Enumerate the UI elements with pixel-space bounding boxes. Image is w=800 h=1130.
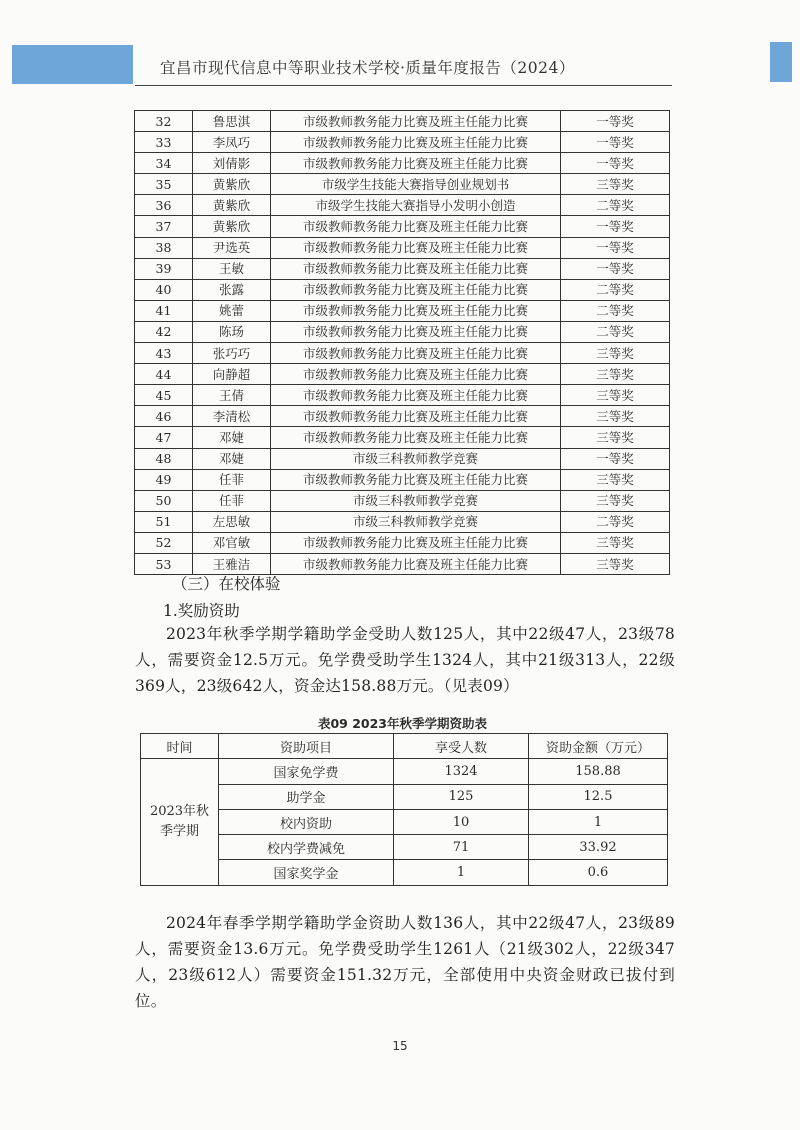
award-table-row [135,490,670,511]
award-table-row [135,448,670,469]
award-competition-cell: 市级教师教务能力比赛及班主任能力比赛 [271,216,561,237]
aid-header-cell: 时间 [141,734,219,759]
aid-item-cell: 国家免学费 [219,759,394,784]
award-index-cell: 41 [135,300,193,321]
award-competition-cell: 市级教师教务能力比赛及班主任能力比赛 [271,279,561,300]
award-competition-cell: 市级三科教师教学竞赛 [271,511,561,532]
award-level-cell: 三等奖 [561,490,670,511]
award-table-row [135,406,670,427]
aid-item-cell: 国家奖学金 [219,860,394,885]
award-table-row [135,427,670,448]
award-index-cell: 44 [135,364,193,385]
award-table-row [135,364,670,385]
aid-table-row [141,784,668,809]
award-level-cell: 二等奖 [561,279,670,300]
award-name-cell: 向静超 [193,364,271,385]
award-level-cell: 二等奖 [561,321,670,342]
header-divider [135,85,672,86]
award-table-row [135,300,670,321]
aid-item-cell: 校内学费减免 [219,835,394,860]
award-level-cell: 三等奖 [561,364,670,385]
aid-count-cell: 71 [394,835,529,860]
funding-paragraph-spring: 2024年春季学期学籍助学金资助人数136人，其中22级47人，23级89人，需要资金13.6万元。免学费受助学生1261人（21级302人，22级347人，23级612人）需要资金151.32万元，全部使用中央资金财政已拔付到位。 [135,914,675,1010]
aid-count-cell: 1 [394,860,529,885]
aid-amount-cell: 0.6 [529,860,668,885]
award-competition-cell: 市级教师教务能力比赛及班主任能力比赛 [271,300,561,321]
award-name-cell: 黄紫欣 [193,216,271,237]
award-table-row [135,532,670,553]
award-table-row [135,174,670,195]
award-table-row [135,132,670,153]
award-index-cell: 39 [135,258,193,279]
aid-count-cell: 10 [394,809,529,834]
award-name-cell: 陈玚 [193,321,271,342]
award-table-row [135,321,670,342]
award-competition-cell: 市级教师教务能力比赛及班主任能力比赛 [271,364,561,385]
award-table-row [135,469,670,490]
aid-table-row [141,809,668,834]
award-index-cell: 40 [135,279,193,300]
award-index-cell: 52 [135,532,193,553]
aid-item-cell: 校内资助 [219,809,394,834]
award-index-cell: 51 [135,511,193,532]
award-index-cell: 50 [135,490,193,511]
award-level-cell: 一等奖 [561,111,670,132]
award-table-row [135,237,670,258]
award-index-cell: 42 [135,321,193,342]
aid-header-cell: 资助项目 [219,734,394,759]
award-index-cell: 46 [135,406,193,427]
aid-table-row [141,759,668,784]
award-competition-cell: 市级教师教务能力比赛及班主任能力比赛 [271,553,561,574]
award-name-cell: 李凤巧 [193,132,271,153]
award-competition-cell: 市级教师教务能力比赛及班主任能力比赛 [271,132,561,153]
award-name-cell: 邓婕 [193,427,271,448]
award-index-cell: 38 [135,237,193,258]
award-level-cell: 三等奖 [561,406,670,427]
award-level-cell: 三等奖 [561,343,670,364]
award-table-row [135,111,670,132]
award-competition-cell: 市级三科教师教学竞赛 [271,490,561,511]
award-level-cell: 一等奖 [561,237,670,258]
award-competition-cell: 市级教师教务能力比赛及班主任能力比赛 [271,406,561,427]
award-level-cell: 三等奖 [561,385,670,406]
award-name-cell: 任菲 [193,469,271,490]
award-competition-cell: 市级三科教师教学竞赛 [271,448,561,469]
award-competition-cell: 市级教师教务能力比赛及班主任能力比赛 [271,321,561,342]
award-competition-cell: 市级教师教务能力比赛及班主任能力比赛 [271,385,561,406]
award-name-cell: 黄紫欣 [193,174,271,195]
award-index-cell: 48 [135,448,193,469]
award-level-cell: 一等奖 [561,216,670,237]
aid-table [140,733,668,886]
award-table-row [135,279,670,300]
award-level-cell: 三等奖 [561,469,670,490]
award-name-cell: 王敏 [193,258,271,279]
aid-table-header-row [141,734,668,759]
award-table-row [135,511,670,532]
award-competition-cell: 市级教师教务能力比赛及班主任能力比赛 [271,469,561,490]
award-competition-cell: 市级教师教务能力比赛及班主任能力比赛 [271,258,561,279]
award-table-row [135,258,670,279]
award-level-cell: 三等奖 [561,532,670,553]
award-table-row [135,153,670,174]
award-level-cell: 一等奖 [561,258,670,279]
aid-table-row [141,860,668,885]
award-competition-cell: 市级教师教务能力比赛及班主任能力比赛 [271,427,561,448]
funding-paragraph-autumn: 2023年秋季学期学籍助学金受助人数125人，其中22级47人，23级78人，需要资金12.5万元。免学费受助学生1324人，其中21级313人，22级369人，23级642人，资金达158.88万元。（见表09） [135,625,675,695]
award-name-cell: 邓婕 [193,448,271,469]
header-accent-bar-left [12,45,133,84]
awards-table-body [135,111,670,575]
report-header-title: 宜昌市现代信息中等职业技术学校·质量年度报告（2024） [160,59,575,77]
section-heading: （三）在校体验 [172,575,281,593]
award-level-cell: 三等奖 [561,427,670,448]
award-name-cell: 李清松 [193,406,271,427]
award-level-cell: 三等奖 [561,553,670,574]
award-index-cell: 32 [135,111,193,132]
award-name-cell: 鲁思淇 [193,111,271,132]
aid-table-caption: 表09 2023年秋季学期资助表 [317,716,488,731]
award-competition-cell: 市级学生技能大赛指导创业规划书 [271,174,561,195]
award-competition-cell: 市级教师教务能力比赛及班主任能力比赛 [271,111,561,132]
award-name-cell: 张巧巧 [193,343,271,364]
award-index-cell: 33 [135,132,193,153]
award-level-cell: 二等奖 [561,300,670,321]
award-name-cell: 黄紫欣 [193,195,271,216]
award-index-cell: 35 [135,174,193,195]
award-table-row [135,385,670,406]
award-level-cell: 二等奖 [561,195,670,216]
aid-period-cell: 2023年秋季学期 [141,759,219,885]
award-table-row [135,195,670,216]
award-index-cell: 37 [135,216,193,237]
award-level-cell: 三等奖 [561,174,670,195]
award-index-cell: 34 [135,153,193,174]
subsection-heading: 1.奖励资助 [163,602,240,620]
award-name-cell: 刘倩影 [193,153,271,174]
award-level-cell: 二等奖 [561,511,670,532]
award-name-cell: 邓官敏 [193,532,271,553]
aid-amount-cell: 1 [529,809,668,834]
award-index-cell: 45 [135,385,193,406]
award-index-cell: 36 [135,195,193,216]
award-competition-cell: 市级教师教务能力比赛及班主任能力比赛 [271,237,561,258]
award-index-cell: 49 [135,469,193,490]
award-index-cell: 43 [135,343,193,364]
award-name-cell: 张露 [193,279,271,300]
award-table-row [135,343,670,364]
aid-count-cell: 1324 [394,759,529,784]
header-accent-bar-right [770,42,792,82]
award-name-cell: 姚蕾 [193,300,271,321]
aid-amount-cell: 158.88 [529,759,668,784]
aid-header-cell: 享受人数 [394,734,529,759]
award-level-cell: 一等奖 [561,153,670,174]
award-table-row [135,216,670,237]
award-name-cell: 任菲 [193,490,271,511]
award-competition-cell: 市级教师教务能力比赛及班主任能力比赛 [271,343,561,364]
award-index-cell: 53 [135,553,193,574]
award-competition-cell: 市级教师教务能力比赛及班主任能力比赛 [271,153,561,174]
aid-table-row [141,835,668,860]
aid-amount-cell: 33.92 [529,835,668,860]
aid-item-cell: 助学金 [219,784,394,809]
aid-count-cell: 125 [394,784,529,809]
award-level-cell: 一等奖 [561,448,670,469]
award-name-cell: 王倩 [193,385,271,406]
awards-table [134,110,670,575]
aid-header-cell: 资助金额（万元） [529,734,668,759]
award-name-cell: 尹选英 [193,237,271,258]
award-competition-cell: 市级学生技能大赛指导小发明小创造 [271,195,561,216]
page-number: 15 [392,1039,408,1053]
award-index-cell: 47 [135,427,193,448]
award-competition-cell: 市级教师教务能力比赛及班主任能力比赛 [271,532,561,553]
award-name-cell: 王雅洁 [193,553,271,574]
aid-amount-cell: 12.5 [529,784,668,809]
award-name-cell: 左思敏 [193,511,271,532]
award-level-cell: 一等奖 [561,132,670,153]
